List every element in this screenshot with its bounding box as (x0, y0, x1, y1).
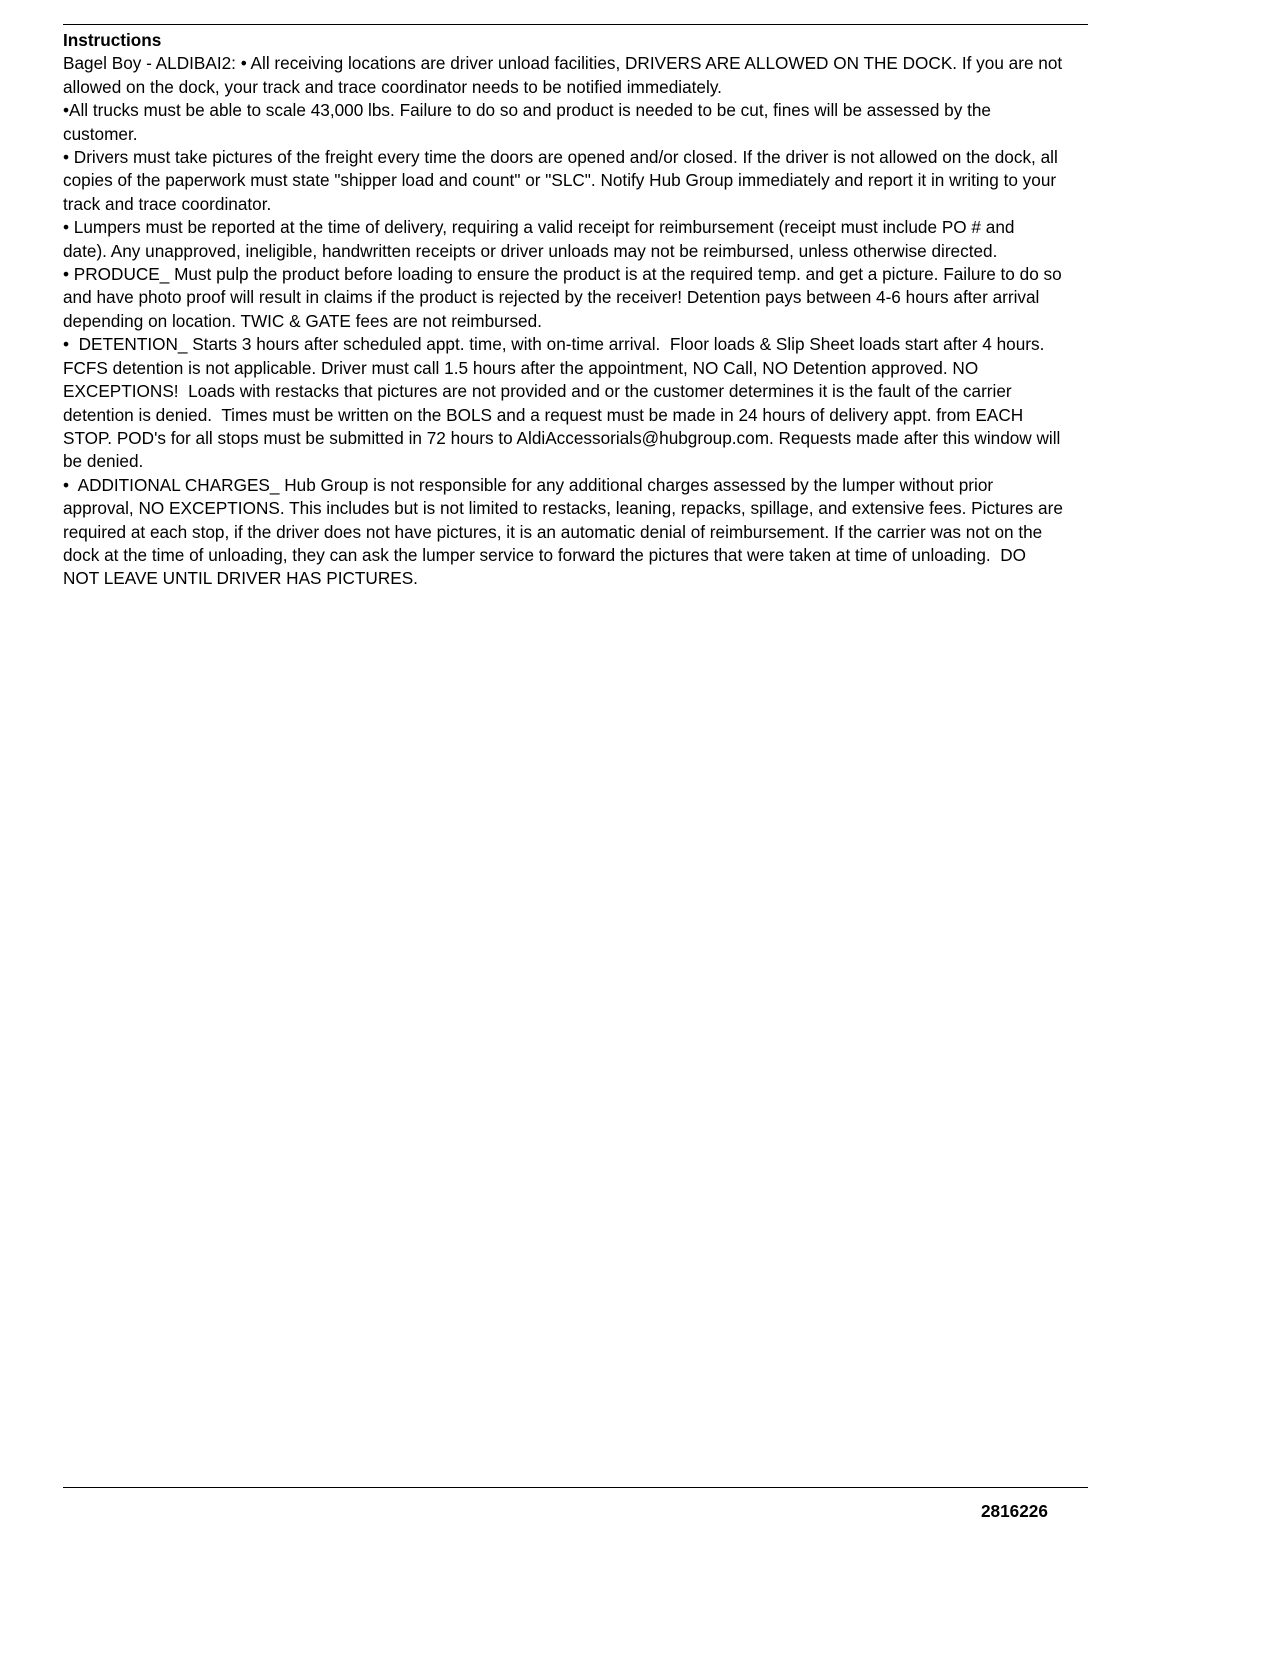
page-number: 2816226 (981, 1501, 1048, 1521)
top-divider (63, 24, 1088, 25)
instruction-paragraph-weight: •All trucks must be able to scale 43,000 lbs. Failure to do so and product is needed to be cut, fines will be assessed by the customer. (63, 100, 996, 144)
instruction-paragraph-pictures: • Drivers must take pictures of the freight every time the doors are opened and/or closed. If the driver is not allowed on the dock, all copies of the paperwork must state "shipper load and count" or "SLC". Notify Hub Group immediately and report it in writing to your track and trace coordinator. (63, 147, 1063, 214)
instruction-paragraph-lumpers: • Lumpers must be reported at the time of delivery, requiring a valid receipt for reimbursement (receipt must include PO # and date). Any unapproved, ineligible, handwritten receipts or driver unloads may not be reimbursed, unless otherwise directed. (63, 217, 1020, 261)
instructions-section (63, 29, 1068, 591)
instruction-paragraph-additional-charges: • ADDITIONAL CHARGES_ Hub Group is not responsible for any additional charges assessed by the lumper without prior approval, NO EXCEPTIONS. This includes but is not limited to restacks, leaning, repacks, spillage, and extensive fees. Pictures are required at each stop, if the driver does not have pictures, it is an automatic denial of reimbursement. If the carrier was not on the dock at the time of unloading, they can ask the lumper service to forward the pictures that were taken at time of unloading. DO NOT LEAVE UNTIL DRIVER HAS PICTURES. (63, 474, 1068, 589)
instructions-heading: Instructions (63, 30, 162, 50)
instruction-paragraph-intro: Bagel Boy - ALDIBAI2: • All receiving locations are driver unload facilities, DRIVERS ARE ALLOWED ON THE DOCK. If you are not allowed on the dock, your track and trace coordinator needs to be notified immediately. (63, 53, 1067, 97)
bottom-divider (63, 1487, 1088, 1488)
instruction-paragraph-produce: • PRODUCE_ Must pulp the product before loading to ensure the product is at the required temp. and get a picture. Failure to do so and have photo proof will result in claims if the product is rejected by the receiver! Detention pays between 4-6 hours after arrival depending on location. TWIC & GATE fees are not reimbursed. (63, 264, 1067, 331)
instruction-paragraph-detention: • DETENTION_ Starts 3 hours after scheduled appt. time, with on-time arrival. Floor loads & Slip Sheet loads start after 4 hours. FCFS detention is not applicable. Driver must call 1.5 hours after the appointment, NO Call, NO Detention approved. NO EXCEPTIONS! Loads with restacks that pictures are not provided and or the customer determines it is the fault of the carrier detention is denied. Times must be written on the BOLS and a request must be made in 24 hours of delivery appt. from EACH STOP. POD's for all stops must be submitted in 72 hours to AldiAccessorials@hubgroup.com. Requests made after this window will be denied. (63, 334, 1066, 472)
